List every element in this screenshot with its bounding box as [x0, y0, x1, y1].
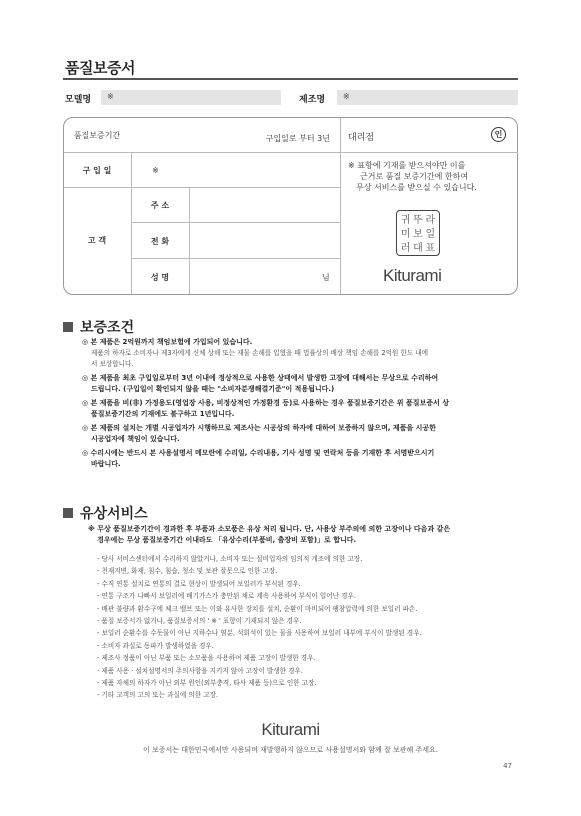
- name-label: 성 명: [150, 273, 170, 282]
- dealer-note: [348, 160, 477, 193]
- intro-line: 경우에는 무상 품질보증기간 이내라도 「유상수리(부품비, 출장비 포함)」로 합니다.: [97, 536, 357, 544]
- condition-line: 시공업자에 책임이 있습니다.: [91, 435, 180, 443]
- list-item: - 제품 자체의 하자가 아닌 외부 원인(외부충격, 타사 제품 등)으로 인한 고장.: [97, 679, 317, 688]
- condition-line: ◎ 본 제품의 설치는 개별 시공업자가 시행하므로 제조사는 시공상의 하자에 대하여 보증하지 않으며, 제품을 시공한: [82, 424, 436, 432]
- warranty-period-label: 품질보증기간: [73, 131, 121, 140]
- list-item: - 제조사 정품이 아닌 부품 또는 소모품을 사용하여 제품 고장이 발생한 경우.: [97, 654, 316, 663]
- dealer-note-line: ※ 표항에 기재를 받으셔야만 이를: [348, 161, 466, 170]
- list-item: - 연통 구조가 나빠서 보일러에 배기가스가 충만된 채로 계속 사용하여 부식이 일어난 경우.: [97, 592, 356, 601]
- card-col-divider: [340, 118, 341, 294]
- list-item: - 배관 불량과 환수구에 체크 밸브 또는 이와 유사한 장치를 설치, 순환이 마비되어 팽창압력에 의한 보일러 파손.: [97, 604, 418, 613]
- condition-detail: 서 보상합니다.: [91, 360, 134, 368]
- condition-detail: 제품의 하자로 소비자나 제3자에게 신체 상해 또는 재물 손해를 입혔을 때 법률상의 배상 책임 손해를 2억원 한도 내에: [91, 349, 429, 357]
- model-label: 모델명: [65, 95, 92, 105]
- page-number: 47: [503, 762, 512, 770]
- stamp-char: 보: [413, 229, 423, 240]
- customer-label: 고 객: [87, 236, 107, 245]
- dealer-label: 대리점: [348, 133, 375, 143]
- serial-field[interactable]: ※: [337, 90, 518, 105]
- stamp-char: 러: [400, 243, 411, 254]
- warranty-conditions: [82, 337, 522, 470]
- title-divider: [63, 78, 518, 80]
- section-heading-text: 유상서비스: [80, 506, 148, 522]
- address-label: 주 소: [150, 201, 170, 210]
- heading-bullet-icon: [63, 508, 73, 518]
- name-suffix: 님: [322, 273, 330, 282]
- paid-service-intro: [88, 524, 528, 546]
- stamp-char: 미: [400, 229, 411, 240]
- seal-mark: 인: [491, 127, 506, 142]
- page-title: 품질보증서: [65, 59, 135, 77]
- condition-line: ◎ 본 제품은 2억원까지 책임보험에 가입되어 있습니다.: [82, 338, 253, 346]
- dealer-note-line: 근거로 품질 보증기간에 한하여: [360, 172, 469, 181]
- condition-line: 품질보증기간의 기재에도 불구하고 1년입니다.: [91, 410, 235, 418]
- stamp-char: 대: [413, 243, 423, 254]
- purchase-date-label: 구 입 일: [82, 166, 112, 175]
- kiturami-footer-logo: Kiturami: [261, 720, 320, 739]
- paid-service-list: [97, 553, 527, 702]
- condition-line: 드립니다. (구입일이 확인되지 않을 때는 "소비자분쟁해결기준"이 적용됩니다.): [91, 385, 335, 393]
- list-item: - 당사 서비스센터에서 수리하지 않았거나, 소비자 또는 설비업자의 임의적 개조에 의한 고장.: [97, 555, 363, 563]
- phone-label: 전 화: [150, 237, 170, 246]
- warranty-period-value: 구입일로 부터 3년: [265, 134, 330, 143]
- model-field[interactable]: ※: [101, 90, 281, 105]
- stamp-char: 일: [425, 229, 436, 240]
- footer-note: 이 보증서는 대한민국에서만 사용되며 재발행하지 않으므로 사용설명서와 함께 잘 보관해 주세요.: [143, 746, 438, 754]
- stamp-char: 표: [425, 243, 436, 254]
- list-item: - 품질 보증서가 없거나, 품질보증서의 ' ※ ' 표항이 기재되지 않은 경우.: [97, 617, 302, 626]
- list-item: - 보일러 순환수를 수돗물이 아닌 지하수나 염분, 석회석이 있는 물을 사용하여 보일러 내부에 부식이 발생된 경우.: [97, 629, 422, 638]
- company-stamp: [396, 210, 440, 256]
- dealer-note-line: 무상 서비스를 받으실 수 있습니다.: [356, 183, 477, 192]
- list-item: - 기타 고객의 고의 또는 과실에 의한 고장.: [97, 691, 219, 700]
- section-heading-text: 보증조건: [80, 320, 135, 336]
- card-row-divider: [64, 187, 340, 188]
- kiturami-logo: Kiturami: [383, 266, 442, 285]
- intro-line: ※ 무상 품질보증기간이 경과한 후 부품과 소모품은 유상 처리 됩니다. 단, 사용상 부주의에 의한 고장이나 다음과 같은: [88, 525, 451, 533]
- list-item: - 천재지변, 화재, 침수, 침습, 청소 및 보관 잘못으로 인한 고장.: [97, 567, 278, 576]
- stamp-char: 귀: [400, 215, 411, 226]
- card-row-divider: [131, 222, 340, 223]
- stamp-char: 라: [425, 215, 436, 226]
- condition-line: ◎ 수리시에는 반드시 본 사용설명서 메모란에 수리일, 수리내용, 기사 성명 및 연락처 등을 기재한 후 서명받으시기: [82, 449, 435, 457]
- list-item: - 소비자 과실로 동파가 발생하였을 경우.: [97, 641, 214, 650]
- list-item: - 제품 사용ㆍ설치설명서의 주의사항을 지키지 않아 고장이 발생한 경우.: [97, 666, 303, 675]
- serial-label: 제조명: [299, 95, 326, 105]
- section-heading-warranty: [63, 317, 134, 337]
- purchase-date-value[interactable]: ※: [152, 166, 159, 175]
- section-heading-paid-service: [63, 503, 148, 523]
- card-row-divider: [131, 258, 340, 259]
- condition-line: ◎ 본 제품을 비(非) 가정용도(영업장 사용, 비정상적인 가정환경 등)로 사용하는 경우 품질보증기간은 위 품질보증서 상: [82, 399, 449, 407]
- card-col-divider: [189, 188, 190, 294]
- card-row-divider: [64, 152, 518, 153]
- list-item: - 수직 연통 설치로 연통의 결로 현상이 발생되어 보일러가 부식된 경우.: [97, 579, 301, 588]
- stamp-char: 뚜: [413, 215, 423, 226]
- condition-line: 바랍니다.: [91, 460, 121, 468]
- condition-line: ◎ 본 제품을 최초 구입일로부터 3년 이내에 정상적으로 사용한 상태에서 발생한 고장에 대해서는 무상으로 수리하여: [82, 374, 439, 382]
- heading-bullet-icon: [63, 322, 73, 332]
